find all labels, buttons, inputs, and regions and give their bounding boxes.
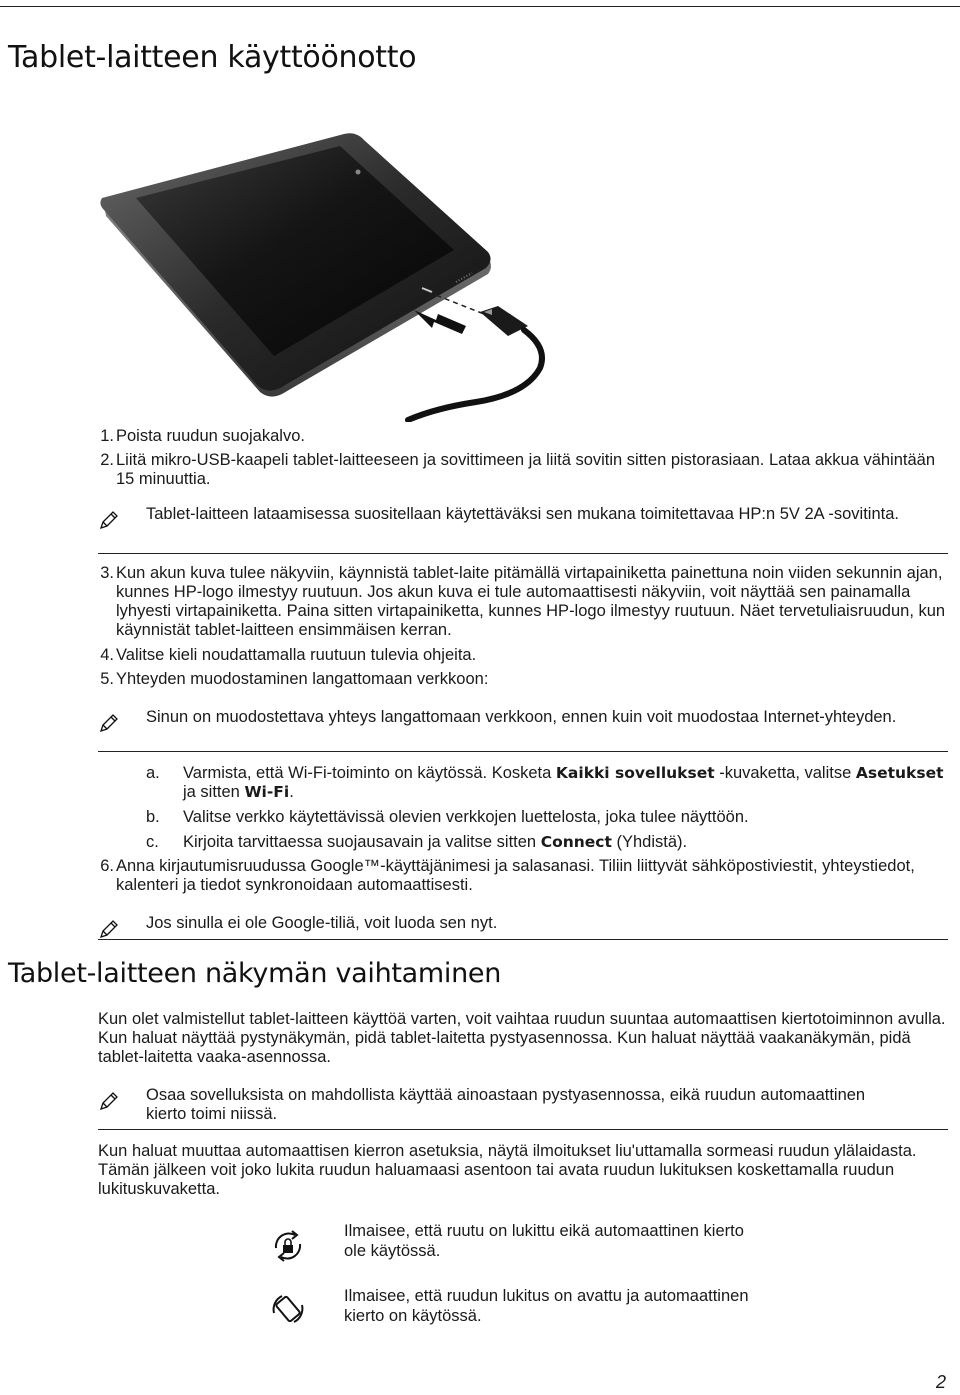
tablet-charging-illustration xyxy=(96,132,556,422)
note-wireless-text: Sinun on muodostettava yhteys langattomaan verkkoon, ennen kuin voit muodostaa Internet-yhteyden. xyxy=(146,708,897,726)
note-charging xyxy=(98,505,948,553)
note-pencil-icon xyxy=(98,509,120,531)
rotation-locked-icon xyxy=(268,1226,308,1266)
note-wireless xyxy=(98,708,948,750)
substep-b-text: Valitse verkko käytettävissä olevien verkkojen luettelosta, joka tulee näyttöön. xyxy=(183,808,749,826)
note-pencil-icon xyxy=(98,1090,120,1112)
note-rule xyxy=(98,1129,948,1130)
step-4-text: Valitse kieli noudattamalla ruutuun tulevia ohjeita. xyxy=(116,646,477,664)
step-6-number: 6. xyxy=(100,857,114,875)
step-6-text: Anna kirjautumisruudussa Google™-käyttäjänimesi ja salasanasi. Tiliin liittyvät sähköpostiviestit, yhteystiedot, kalenteri ja tiedot synkronoidaan automaattisesti. xyxy=(116,857,915,894)
section-paragraph-1: Kun olet valmistellut tablet-laitteen käyttöä varten, voit vaihtaa ruudun suuntaa automaattisen kiertotoiminnon avulla. Kun haluat näyttää pystynäkymän, pidä tablet-laitetta pystyasennossa. Kun haluat näyttää vaakanäkymän, pidä tablet-laitetta vaaka-asennossa. xyxy=(98,1010,946,1066)
wifi-label: Wi-Fi xyxy=(244,783,290,801)
note-pencil-icon xyxy=(98,712,120,734)
step-5-text: Yhteyden muodostaminen langattomaan verkkoon: xyxy=(116,670,489,688)
note-google xyxy=(98,914,948,938)
step-3-text: Kun akun kuva tulee näkyviin, käynnistä tablet-laite pitämällä virtapainiketta painettuna noin viiden sekunnin ajan, kunnes HP-logo ilmestyy ruutuun. Jos akun kuva ei tule automaattisesti näkyviin, voit näyttää sen painamalla lyhyesti virtapainiketta. Paina sitten virtapainiketta, kunnes HP-logo ilmestyy ruutuun. Näet tervetuliaisruudun, kun käynnistät tablet-laitteen ensimmäisen kerran. xyxy=(116,564,946,639)
top-rule xyxy=(0,6,960,7)
page-title: Tablet-laitteen käyttöönotto xyxy=(8,40,417,75)
note-rotation-text: Osaa sovelluksista on mahdollista käyttää ainoastaan pystyasennossa, eikä ruudun automaattinen kierto toimi niissä. xyxy=(146,1086,866,1123)
auto-rotate-icon xyxy=(268,1289,308,1329)
substep-a-label: a. xyxy=(146,764,160,782)
substep-c-text: Kirjoita tarvittaessa suojausavain ja valitse sitten Connect (Yhdistä). xyxy=(183,833,688,851)
section-paragraph-2: Kun haluat muuttaa automaattisen kierron asetuksia, näytä ilmoitukset liu'uttamalla sormeasi ruudun ylälaidasta. Tämän jälkeen voit joko lukita ruudun haluamaasi asentoon tai avata ruudun lukituksen koskettamalla ruudun lukituskuvaketta. xyxy=(98,1142,917,1198)
step-2-number: 2. xyxy=(100,451,114,469)
step-1-number: 1. xyxy=(100,427,114,445)
step-5-number: 5. xyxy=(100,670,114,688)
note-google-text: Jos sinulla ei ole Google-tiliä, voit luoda sen nyt. xyxy=(146,914,498,932)
note-rotation xyxy=(98,1086,948,1128)
section-title: Tablet-laitteen näkymän vaihtaminen xyxy=(8,958,502,989)
step-2-text: Liitä mikro-USB-kaapeli tablet-laitteeseen ja sovittimeen ja liitä sovitin sitten pistorasiaan. Lataa akkua vähintään 15 minuuttia. xyxy=(116,451,936,488)
rotation-locked-description: Ilmaisee, että ruutu on lukittu eikä automaattinen kierto ole käytössä. xyxy=(344,1222,744,1260)
step-1-text: Poista ruudun suojakalvo. xyxy=(116,427,305,445)
substep-a-text: Varmista, että Wi-Fi-toiminto on käytössä. Kosketa Kaikki sovellukset -kuvaketta, valitse Asetukset ja sitten Wi-Fi. xyxy=(183,764,944,801)
asetukset-label: Asetukset xyxy=(855,764,944,782)
step-3-number: 3. xyxy=(100,564,114,582)
note-rule xyxy=(98,939,948,940)
kaikki-sovellukset-label: Kaikki sovellukset xyxy=(555,764,715,782)
note-charging-text: Tablet-laitteen lataamisessa suositellaan käytettäväksi sen mukana toimitettavaa HP:n 5V 2A -sovitinta. xyxy=(146,505,899,523)
substep-b-label: b. xyxy=(146,808,160,826)
step-4-number: 4. xyxy=(100,646,114,664)
note-pencil-icon xyxy=(98,918,120,940)
page-number: 2 xyxy=(935,1372,946,1392)
substep-c-label: c. xyxy=(146,833,159,851)
note-rule xyxy=(98,553,948,554)
connect-label: Connect xyxy=(540,833,612,851)
note-rule xyxy=(98,751,948,752)
auto-rotate-description: Ilmaisee, että ruudun lukitus on avattu ja automaattinen kierto on käytössä. xyxy=(344,1287,749,1325)
